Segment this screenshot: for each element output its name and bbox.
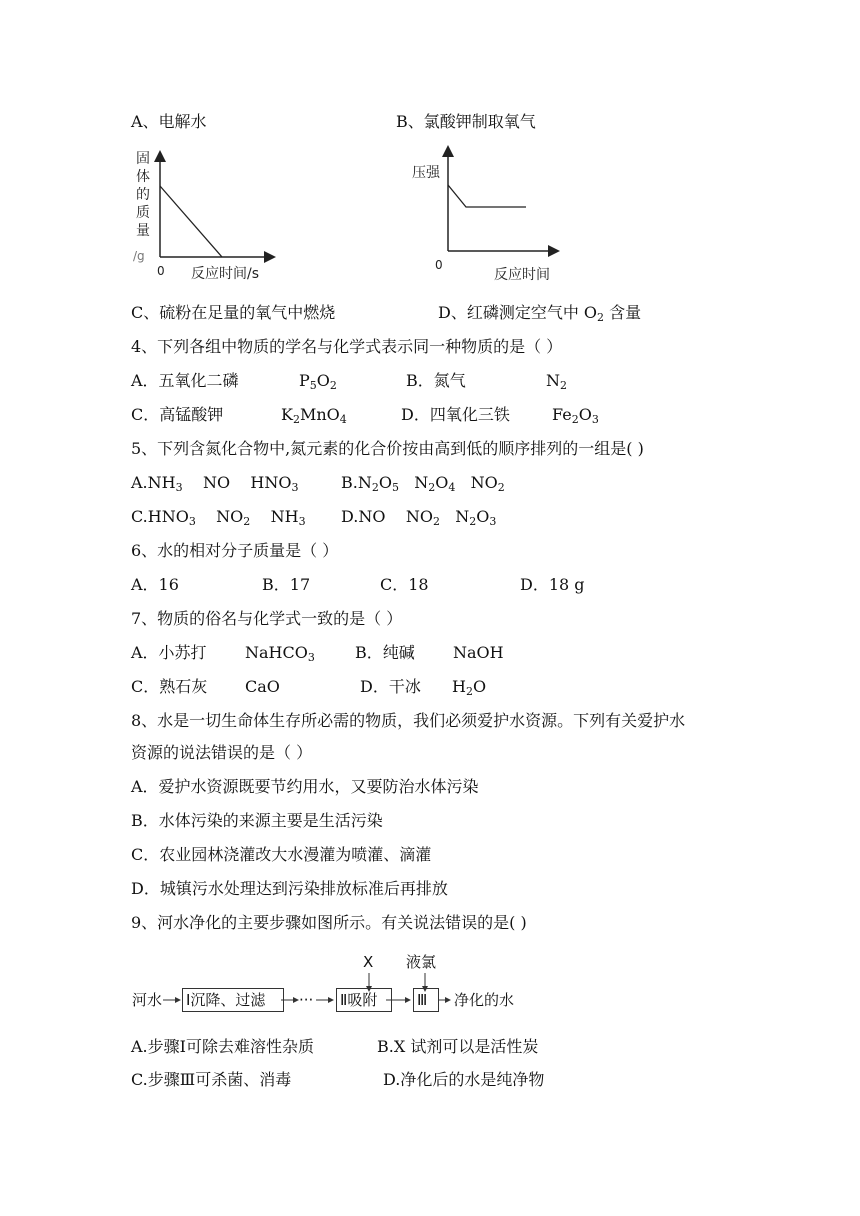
- q7-option-b-formula: NaOH: [453, 643, 504, 662]
- q4-option-b-formula: $N_2$: [546, 371, 567, 392]
- graph-c-label: C、硫粉在足量的氧气中燃烧: [131, 303, 336, 322]
- q9-option-c: C.步骤Ⅲ可杀菌、消毒: [131, 1070, 292, 1089]
- graph-b-label: B、氯酸钾制取氧气: [396, 112, 536, 131]
- flow-step2-box: Ⅱ吸附: [336, 988, 392, 1012]
- graph-d-label: D、红磷测定空气中 $O_2$ 含量: [438, 303, 642, 324]
- q9-option-d: D.净化后的水是纯净物: [383, 1070, 545, 1089]
- graph-b-axes: [438, 145, 563, 260]
- q5-option-d: D.NO $NO_2$ $N_2O_3$: [341, 507, 497, 528]
- q5-stem: 5、下列含氮化合物中,氮元素的化合价按由高到低的顺序排列的一组是( ): [131, 439, 644, 458]
- graph-b-xlabel: 反应时间: [494, 267, 550, 283]
- q6-option-b: B．17: [262, 575, 311, 594]
- q9-option-b: B.X 试剂可以是活性炭: [377, 1037, 539, 1056]
- q8-stem-line2: 资源的说法错误的是（ ）: [131, 743, 313, 762]
- q9-stem: 9、河水净化的主要步骤如图所示。有关说法错误的是( ): [131, 913, 527, 932]
- q8-option-b: B．水体污染的来源主要是生活污染: [131, 811, 383, 830]
- graph-a-axes: [150, 150, 280, 265]
- graph-b-origin: 0: [435, 258, 443, 272]
- flow-end: 净化的水: [454, 991, 515, 1009]
- q4-option-b: B．氮气: [406, 371, 466, 390]
- q4-option-a-formula: $P_5O_2$: [299, 371, 337, 392]
- q4-option-d: D．四氧化三铁: [401, 405, 510, 424]
- q5-option-c: $C.HNO_3$ $NO_2$ $NH_3$: [131, 507, 306, 528]
- q7-option-a: A．小苏打: [131, 643, 207, 662]
- graph-a-ylabel: 固 体 的 质 量: [136, 151, 150, 239]
- q7-option-c-formula: CaO: [245, 677, 280, 696]
- graph-a-label: A、电解水: [131, 112, 207, 131]
- q7-stem: 7、物质的俗名与化学式一致的是（ ）: [131, 609, 403, 628]
- q7-option-b: B．纯碱: [355, 643, 415, 662]
- q4-option-d-formula: $Fe_2O_3$: [552, 405, 599, 426]
- q8-option-c: C．农业园林浇灌改大水漫灌为喷灌、滴灌: [131, 845, 432, 864]
- q8-stem-line1: 8、水是一切生命体生存所必需的物质，我们必须爱护水资源。下列有关爱护水: [131, 711, 686, 730]
- q9-option-a: A.步骤Ⅰ可除去难溶性杂质: [131, 1037, 314, 1056]
- q6-option-c: C．18: [380, 575, 429, 594]
- q5-option-b: $B.N_2O_5$ $N_2O_4$ $NO_2$: [341, 473, 505, 494]
- q6-stem: 6、水的相对分子质量是（ ）: [131, 541, 339, 560]
- flow-step3-box: Ⅲ: [413, 988, 439, 1012]
- q7-option-d: D．干冰: [360, 677, 421, 696]
- q7-option-c: C．熟石灰: [131, 677, 208, 696]
- q8-option-d: D．城镇污水处理达到污染排放标准后再排放: [131, 879, 448, 898]
- q8-option-a: A．爱护水资源既要节约用水，又要防治水体污染: [131, 777, 479, 796]
- q5-option-a: $A.NH_3$ NO $HNO_3$: [131, 473, 299, 494]
- q7-option-d-formula: $H_2O$: [452, 677, 487, 698]
- flow-dots: ···: [299, 991, 314, 1009]
- flow-x-label: X: [363, 953, 374, 971]
- flow-step1-box: Ⅰ沉降、过滤: [182, 988, 284, 1012]
- graph-a-xlabel: 反应时间/s: [191, 266, 260, 282]
- graph-a-origin: 0: [157, 264, 165, 278]
- q7-option-a-formula: NaHCO$_3$: [245, 643, 315, 664]
- flow-start: 河水: [132, 991, 163, 1009]
- q6-option-a: A．16: [131, 575, 179, 594]
- q4-option-a: A．五氧化二磷: [131, 371, 239, 390]
- q4-stem: 4、下列各组中物质的学名与化学式表示同一种物质的是（ ）: [131, 337, 563, 356]
- flow-liquid-chlorine-label: 液氯: [406, 953, 437, 971]
- graph-a-yunit: /g: [133, 249, 145, 263]
- q6-option-d: D．18 g: [520, 575, 585, 594]
- q4-option-c: C．高锰酸钾: [131, 405, 224, 424]
- graph-b-ylabel: 压强: [412, 165, 440, 181]
- q4-option-c-formula: $K_2MnO_4$: [281, 405, 347, 426]
